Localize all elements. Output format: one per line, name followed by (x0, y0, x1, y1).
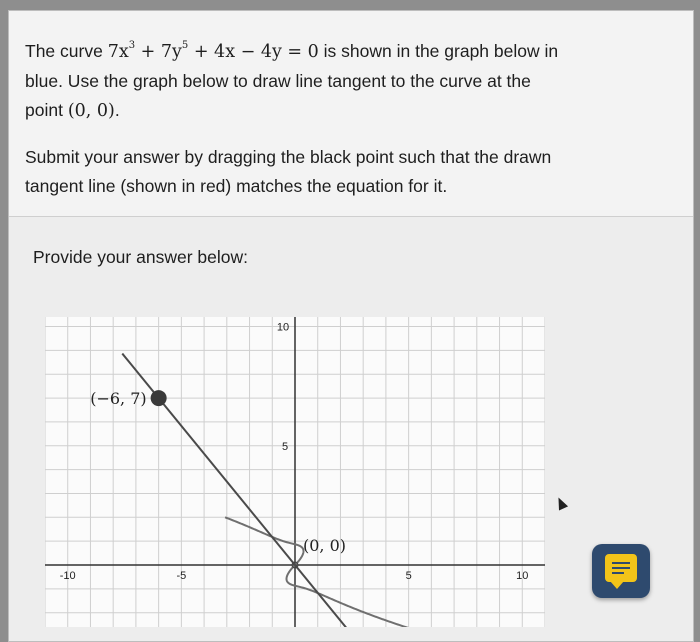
equation-rest: + 4x − 4y = 0 (188, 41, 319, 62)
submit-line1: Submit your answer by dragging the black point such that the drawn (25, 147, 552, 167)
tangent-graph[interactable] (45, 317, 545, 627)
tick-label-xneg10: -10 (59, 570, 76, 582)
curve-line (225, 517, 436, 627)
question-line1-suffix: is shown in the graph below in (318, 40, 559, 61)
tick-label-x5: 5 (405, 570, 412, 582)
tick-label-x10: 10 (516, 570, 529, 582)
equation-term1: 7x (107, 41, 129, 62)
question-point: (0, 0) (67, 100, 115, 121)
question-line3-suffix: . (114, 99, 120, 120)
graph-canvas[interactable] (45, 317, 545, 627)
tick-label-y10: 10 (276, 321, 290, 334)
answer-label: Provide your answer below: (33, 247, 248, 267)
question-line1-prefix: The curve (25, 40, 108, 61)
submit-instructions (25, 143, 665, 201)
tick-label-y5: 5 (281, 440, 289, 453)
origin-point-label: (0, 0) (303, 536, 347, 555)
question-panel (9, 11, 693, 217)
draggable-black-point[interactable] (151, 390, 167, 406)
equation-exponent1: 3 (128, 40, 136, 51)
chat-help-button[interactable] (592, 544, 650, 598)
equation (108, 42, 319, 62)
equation-exponent2: 5 (181, 40, 189, 51)
axes (45, 317, 545, 627)
question-card (8, 10, 694, 642)
question-line3-prefix: point (25, 99, 68, 120)
question-text (25, 33, 665, 126)
question-line2: blue. Use the graph below to draw line tangent to the curve at the (25, 70, 531, 91)
handle-point-label: (−6, 7) (90, 389, 147, 409)
chat-bubble-icon (605, 554, 637, 582)
submit-line2: tangent line (shown in red) matches the equation for it. (25, 176, 448, 196)
equation-term2: + 7y (135, 41, 182, 62)
tick-label-xneg5: -5 (176, 570, 187, 582)
